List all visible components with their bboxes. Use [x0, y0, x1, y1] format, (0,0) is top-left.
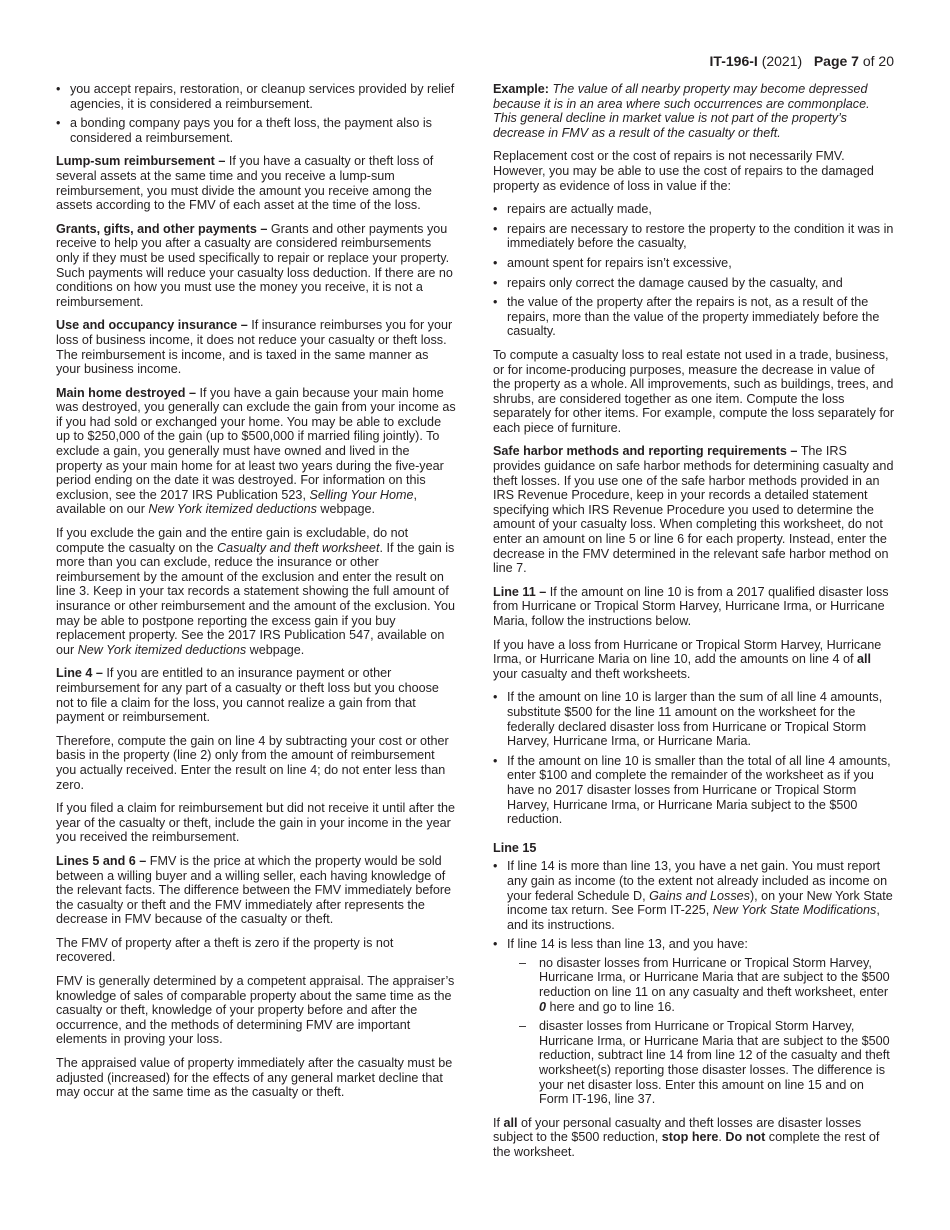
example-heading: Example: — [493, 82, 549, 96]
form-number: IT-196-I — [709, 53, 758, 69]
fmv-appraisal-paragraph: FMV is generally determined by a competent appraisal. The appraiser’s knowledge of sales of comparable property about the same time as the casualty or theft, knowledge of your property before and after the occurrence, and the methods of determining FMV are important elements in proving your loss. — [56, 974, 455, 1047]
fmv-zero-paragraph: The FMV of property after a theft is zero if the property is not recovered. — [56, 935, 394, 965]
list-item: • the value of the property after the repairs is not, as a result of the repairs, more than the value of the property immediately before the casualty. — [493, 295, 895, 339]
safe-harbor-paragraph: Safe harbor methods and reporting requirements – The IRS provides guidance on safe harbor methods for determining casualty and theft losses. If you use one of the safe harbor methods provided in an IRS Revenue Procedure, keep in your records a detailed statement specifying which IRS Revenue Procedure you used to determine the amount of your casualty loss. When completing this worksheet, do not enter an amount on line 5 or line 6 for each property. Instead, enter the decrease in the FMV determined in the relevant safe harbor method on line 7. — [493, 444, 894, 576]
main-home-paragraph: Main home destroyed – If you have a gain because your main home was destroyed, you generally can exclude the gain from your income as if you had sold or exchanged your home. You may be able to exclude up to $250,000 of the gain (up to $500,000 if married filing jointly). To exclude a gain, you generally must have owned and lived in the property as your main home for at least two years during the five-year period ending on the date it was destroyed. For information on this exclusion, see the 2017 IRS Publication 523, Selling Your Home, available on our New York itemized deductions webpage. — [56, 385, 456, 517]
list-item: • If the amount on line 10 is larger than the sum of all line 4 amounts, substitute $500 for the line 11 amount on the worksheet for the federally declared disaster loss from Hurricane or Tropical Storm Harvey, Hurricane Irma, or Hurricane Maria. — [493, 690, 895, 748]
repair-conditions-list — [493, 202, 895, 339]
list-item: • repairs are actually made, — [493, 202, 895, 217]
list-item: – disaster losses from Hurricane or Tropical Storm Harvey, Hurricane Irma, or Hurricane Maria that are subject to the $500 reduction, subtract line 14 from line 12 of the casualty and theft worksheet(s) reporting those disaster losses. The difference is your net disaster loss. Enter this amount on line 15 and on Form IT-196, line 37. — [507, 1019, 895, 1107]
line11-bullets — [493, 690, 895, 826]
list-item: • a bonding company pays you for a theft loss, the payment also is considered a reimbursement. — [56, 116, 456, 145]
line11-heading: Line 11 – — [493, 584, 547, 599]
page-total: of 20 — [862, 53, 894, 69]
line15-heading: Line 15 — [493, 840, 537, 855]
final-instruction-paragraph: If all of your personal casualty and theft losses are disaster losses subject to the $500 reduction, stop here. Do not complete the rest of the worksheet. — [493, 1115, 880, 1159]
line15-bullets — [493, 859, 895, 1107]
right-column — [493, 82, 895, 1169]
list-item: – no disaster losses from Hurricane or Tropical Storm Harvey, Hurricane Irma, or Hurricane Maria that are subject to the $500 reduction on line 11 on any casualty and theft worksheet, enter 0 here and go to line 16. — [507, 956, 895, 1014]
reimbursement-bullets — [56, 82, 456, 145]
therefore-paragraph: Therefore, compute the gain on line 4 by subtracting your cost or other basis in the property (line 2) only from the amount of reimbursement you actually received. Enter the result on line 4; do not enter less than zero. — [56, 733, 449, 792]
lump-sum-paragraph: Lump-sum reimbursement – If you have a casualty or theft loss of several assets at the same time and you receive a lump-sum reimbursement, you must divide the amount you receive among the assets according to the FMV of each asset at the time of the loss. — [56, 154, 434, 213]
main-home-heading: Main home destroyed – — [56, 385, 196, 400]
lines56-paragraph: Lines 5 and 6 – FMV is the price at which the property would be sold between a willing buyer and a willing seller, each having knowledge of the relevant facts. The difference between the FMV immediately before the casualty or theft and the FMV immediately after represents the decrease in FMV because of the casualty or theft. — [56, 853, 452, 927]
list-item: • amount spent for repairs isn’t excessive, — [493, 256, 895, 271]
list-item: • If line 14 is less than line 13, and you have: – no disaster losses from Hurricane or Tropical Storm Harvey, Hurricane Irma, or Hurricane Maria that are subject to the $500 reduction on line 11 on any casualty and theft worksheet, enter 0 here and go to line 16. – disaster losses from Hurricane or Tropical Storm Harvey, Hurricane Irma, or Hurricane Maria that are subject to the $500 reduction, subtract line 14 from line 12 of the casualty and theft worksheet(s) reporting those disaster losses. The difference is your net disaster loss. Enter this amount on line 15 and on Form IT-196, line 37. — [493, 937, 895, 1107]
line11-paragraph: Line 11 – If the amount on line 10 is from a 2017 qualified disaster loss from Hurricane or Tropical Storm Harvey, Hurricane Irma, or Hurricane Maria, follow the instructions below. — [493, 584, 889, 628]
form-year: (2021) — [761, 53, 803, 69]
list-item: • If the amount on line 10 is smaller than the total of all line 4 amounts, enter $100 and complete the remainder of the worksheet as if you have no 2017 disaster losses from Hurricane or Tropical Storm Harvey, Hurricane Irma, or Hurricane Maria subject to the $500 reduction. — [493, 754, 895, 827]
left-column — [56, 82, 456, 1109]
grants-paragraph: Grants, gifts, and other payments – Grants and other payments you receive to help you after a casualty are considered reimbursements only if they must be used specifically to repair or replace your property. Such payments will reduce your casualty loss deduction. If there are no conditions on how you must use the money you receive, it is not a reimbursement. — [56, 221, 453, 309]
hurricane-loss-paragraph: If you have a loss from Hurricane or Tropical Storm Harvey, Hurricane Irma, or Hurricane Maria on line 10, add the amounts on line 4 of all your casualty and theft worksheets. — [493, 637, 882, 681]
grants-heading: Grants, gifts, and other payments – — [56, 221, 268, 236]
list-item: • repairs are necessary to restore the property to the condition it was in immediately before the casualty, — [493, 222, 895, 251]
replacement-cost-paragraph: Replacement cost or the cost of repairs is not necessarily FMV. However, you may be able to use the cost of repairs to the damaged property as evidence of loss in value if the: — [493, 149, 874, 193]
use-occupancy-heading: Use and occupancy insurance – — [56, 318, 248, 333]
lines56-heading: Lines 5 and 6 – — [56, 853, 147, 868]
lump-sum-heading: Lump-sum reimbursement – — [56, 154, 226, 169]
line4-heading: Line 4 – — [56, 666, 103, 681]
list-item: • If line 14 is more than line 13, you have a net gain. You must report any gain as income (to the extent not already included as income on your federal Schedule D, Gains and Losses), on your New York State income tax return. See Form IT-225, New York State Modifications, and its instructions. — [493, 859, 895, 932]
page-header — [710, 53, 894, 70]
exclude-gain-paragraph: If you exclude the gain and the entire gain is excludable, do not compute the casualty on the Casualty and theft worksheet. If the gain is more than you can exclude, reduce the insurance or other reimbursement by the amount of the exclusion and enter the result on line 3. Keep in your tax records a statement showing the full amount of insurance or other reimbursement and the amount of the exclusion. You may be able to postpone reporting the excess gain if you buy replacement property. See the 2017 IRS Publication 547, available on our New York itemized deductions webpage. — [56, 526, 456, 657]
use-occupancy-paragraph: Use and occupancy insurance – If insurance reimburses you for your loss of business income, it does not reduce your casualty or theft loss. The reimbursement is income, and is taxed in the same manner as your business income. — [56, 318, 453, 377]
compute-loss-paragraph: To compute a casualty loss to real estate not used in a trade, business, or for income-producing purposes, measure the decrease in value of the property as a whole. All improvements, such as buildings, trees, and shrubs, are considered together as one item. Compute the loss separately for other items. For example, compute the loss separately for each piece of furniture. — [493, 347, 895, 435]
safe-harbor-heading: Safe harbor methods and reporting requirements – — [493, 444, 798, 459]
appraised-value-paragraph: The appraised value of property immediately after the casualty must be adjusted (increased) for the effects of any general market decline that may occur at the same time as the casualty or theft. — [56, 1056, 453, 1100]
page-number: Page 7 — [813, 53, 859, 69]
line15-sub-list — [507, 956, 895, 1107]
line4-paragraph: Line 4 – If you are entitled to an insurance payment or other reimbursement for any part of a casualty or theft loss but you choose not to file a claim for the loss, you cannot realize a gain from that payment or reimbursement. — [56, 666, 439, 725]
list-item: • you accept repairs, restoration, or cleanup services provided by relief agencies, it is considered a reimbursement. — [56, 82, 456, 111]
example-paragraph: Example: The value of all nearby property may become depressed because it is in an area where such occurrences are commonplace. This general decline in market value is not part of the property’s decrease in FMV as a result of the casualty or theft. — [493, 82, 870, 140]
list-item: • repairs only correct the damage caused by the casualty, and — [493, 276, 895, 291]
filed-claim-paragraph: If you filed a claim for reimbursement but did not receive it until after the year of the casualty or theft, include the gain in your income in the year you received the reimbursement. — [56, 801, 455, 845]
